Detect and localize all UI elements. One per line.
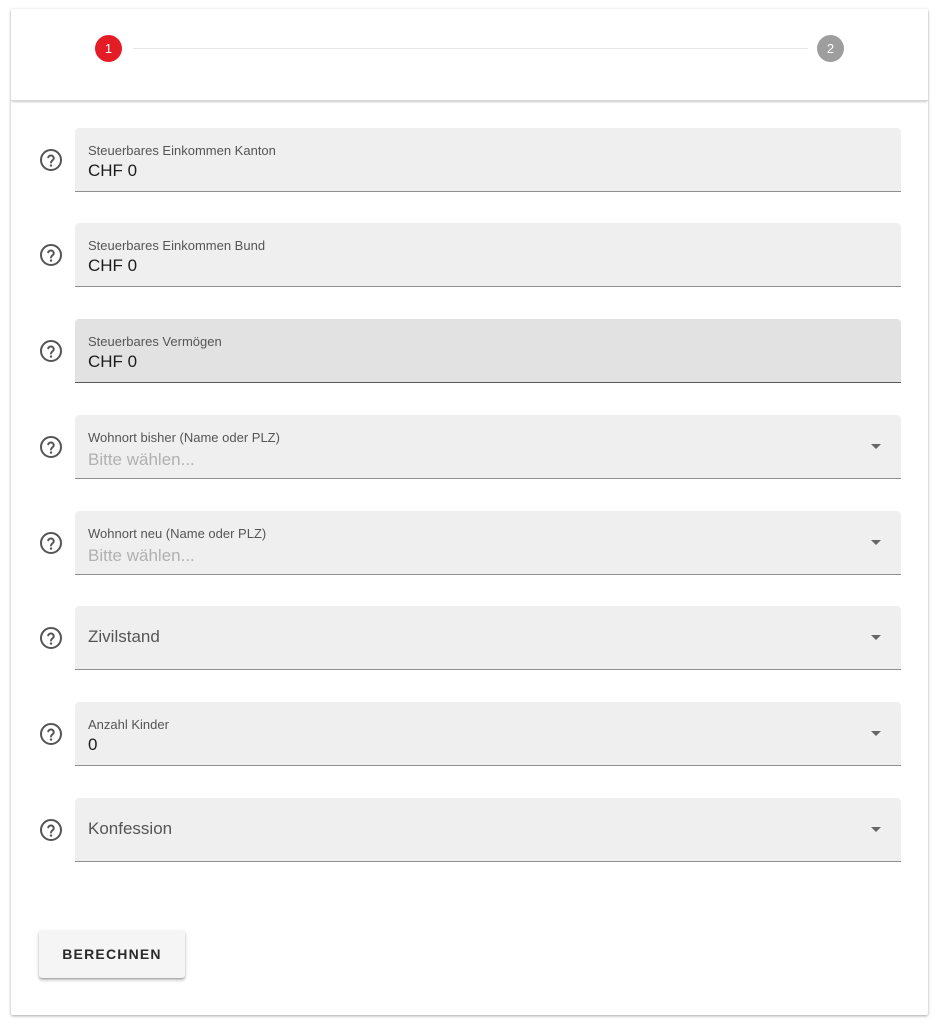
wohnort-bisher-select[interactable]: [75, 415, 901, 479]
field-label: Anzahl Kinder: [88, 717, 169, 732]
help-circle-icon[interactable]: [39, 626, 63, 650]
dropdown-arrow-icon[interactable]: [871, 444, 881, 449]
help-circle-icon[interactable]: [39, 531, 63, 555]
field-label: Steuerbares Einkommen Bund: [88, 238, 266, 253]
form-row-vermoegen: [11, 319, 928, 383]
form-row-einkommen-bund: [11, 223, 928, 287]
field-value: CHF 0: [88, 256, 138, 275]
konfession-select[interactable]: [75, 798, 901, 862]
form-row-wohnort-neu: [11, 511, 928, 575]
field-value: 0: [88, 735, 98, 754]
help-circle-icon[interactable]: [39, 243, 63, 267]
help-circle-icon[interactable]: [39, 339, 63, 363]
field-label: Wohnort neu (Name oder PLZ): [88, 526, 267, 541]
field-label: Zivilstand: [88, 627, 160, 646]
form-row-wohnort-bisher: [11, 415, 928, 479]
vermoegen-input[interactable]: [75, 319, 901, 383]
calculator-card: [11, 9, 928, 1015]
field-value: CHF 0: [88, 352, 138, 371]
field-label: Wohnort bisher (Name oder PLZ): [88, 430, 280, 445]
einkommen-kanton-input[interactable]: [75, 128, 901, 192]
form-row-konfession: [11, 798, 928, 862]
dropdown-arrow-icon[interactable]: [871, 540, 881, 545]
stepper: [11, 9, 928, 101]
einkommen-bund-input[interactable]: [75, 223, 901, 287]
form-row-einkommen-kanton: [11, 128, 928, 192]
field-placeholder: Bitte wählen...: [88, 450, 195, 469]
help-circle-icon[interactable]: [39, 435, 63, 459]
field-label: Konfession: [88, 819, 173, 838]
step-1-indicator[interactable]: 1: [95, 35, 122, 62]
field-value: CHF 0: [88, 161, 138, 180]
help-circle-icon[interactable]: [39, 722, 63, 746]
stepper-connector-line: [133, 48, 808, 49]
field-label: Steuerbares Vermögen: [88, 334, 222, 349]
berechnen-button[interactable]: BERECHNEN: [39, 930, 185, 978]
wohnort-neu-select[interactable]: [75, 511, 901, 575]
dropdown-arrow-icon[interactable]: [871, 827, 881, 832]
step-2-indicator[interactable]: 2: [817, 35, 844, 62]
field-label: Steuerbares Einkommen Kanton: [88, 143, 276, 158]
dropdown-arrow-icon[interactable]: [871, 731, 881, 736]
anzahl-kinder-select[interactable]: [75, 702, 901, 766]
field-placeholder: Bitte wählen...: [88, 546, 195, 565]
help-circle-icon[interactable]: [39, 148, 63, 172]
help-circle-icon[interactable]: [39, 818, 63, 842]
form-row-anzahl-kinder: [11, 702, 928, 766]
zivilstand-select[interactable]: [75, 606, 901, 670]
form-row-zivilstand: [11, 606, 928, 670]
dropdown-arrow-icon[interactable]: [871, 635, 881, 640]
